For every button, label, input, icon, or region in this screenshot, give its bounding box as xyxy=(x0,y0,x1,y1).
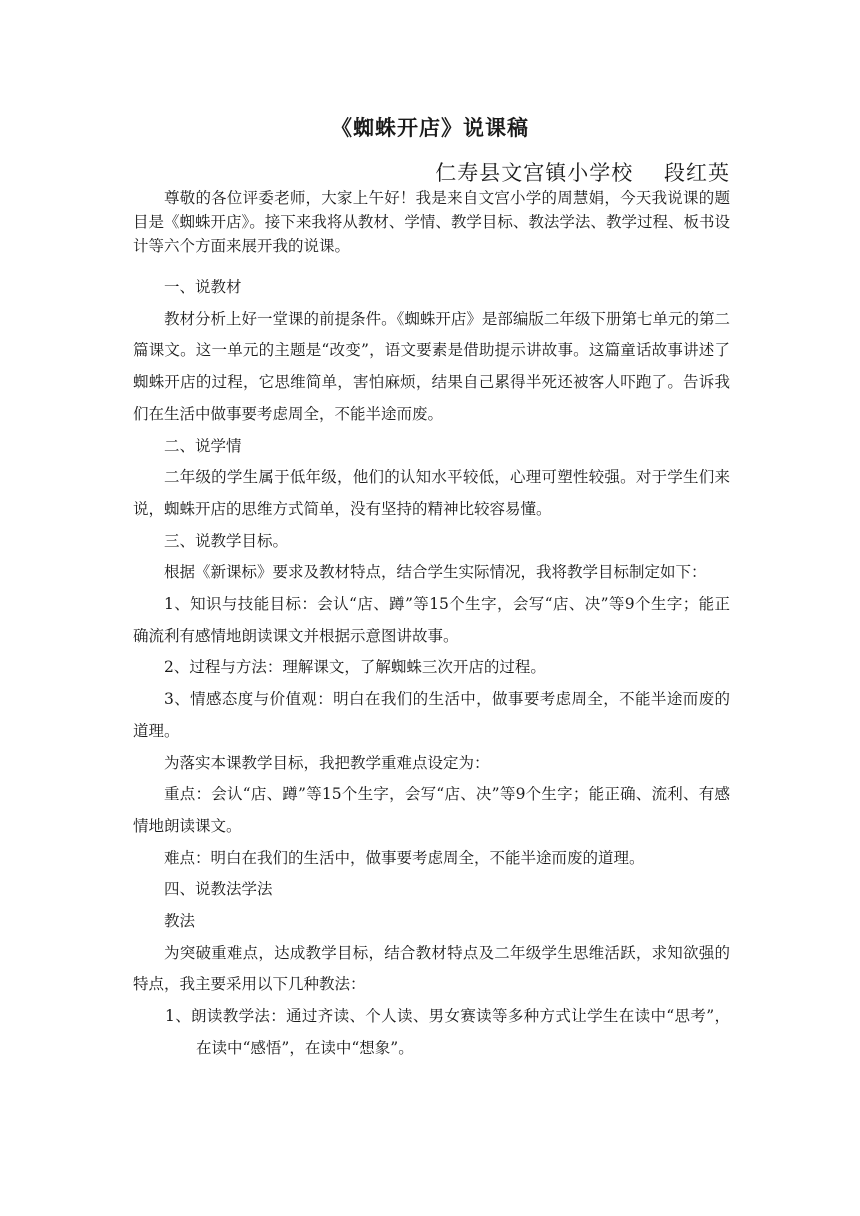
list-item-reading-method: 1、朗读教学法：通过齐读、个人读、男女赛读等多种方式让学生在读中“思考”，在读中“感悟”，在读中“想象”。 xyxy=(165,1007,730,1057)
section-heading-student-analysis: 二、说学情 xyxy=(164,436,242,455)
paragraph-difficult-points: 难点：明白在我们的生活中，做事要考虑周全，不能半途而废的道理。 xyxy=(164,848,645,867)
paragraph-goals-intro: 根据《新课标》要求及教材特点，结合学生实际情况，我将教学目标制定如下： xyxy=(164,563,707,582)
paragraph-teaching-material: 教材分析上好一堂课的前提条件。《蜘蛛开店》是部编版二年级下册第七单元的第二篇课文。这一单元的主题是“改变”，语文要素是借助提示讲故事。这篇童话故事讲述了蜘蛛开店的过程，它思维简单，害怕麻烦，结果自己累得半死还被客人吓跑了。告诉我们在生活中做事要考虑周全，不能半途而废。 xyxy=(133,309,730,423)
paragraph-key-points: 重点：会认“店、蹲”等15个生字，会写“店、决”等9个生字；能正确、流利、有感情地朗读课文。 xyxy=(133,785,730,835)
document-body xyxy=(133,186,730,1065)
paragraph-goal-knowledge: 1、知识与技能目标：会认“店、蹲”等15个生字，会写“店、决”等9个生字；能正确流利有感情地朗读课文并根据示意图讲故事。 xyxy=(133,595,730,645)
paragraph-goal-attitude: 3、情感态度与价值观：明白在我们的生活中，做事要考虑周全，不能半途而废的道理。 xyxy=(133,690,730,740)
intro-paragraph: 尊敬的各位评委老师，大家上午好！我是来自文宫小学的周慧娟，今天我说课的题目是《蜘蛛开店》。接下来我将从教材、学情、教学目标、教法学法、教学过程、板书设计等六个方面来展开我的说课。 xyxy=(133,189,730,255)
subheading-teaching-methods: 教法 xyxy=(164,912,196,931)
section-heading-teaching-goals: 三、说教学目标。 xyxy=(164,531,289,550)
paragraph-student-analysis: 二年级的学生属于低年级，他们的认知水平较低，心理可塑性较强。对于学生们来说，蜘蛛开店的思维方式简单，没有坚持的精神比较容易懂。 xyxy=(133,468,730,518)
paragraph-focus-intro: 为落实本课教学目标，我把教学重难点设定为： xyxy=(164,753,490,772)
paragraph-methods-intro: 为突破重难点，达成教学目标，结合教材特点及二年级学生思维活跃，求知欲强的特点，我主要采用以下几种教法： xyxy=(133,943,730,994)
section-heading-methods: 四、说教法学法 xyxy=(164,880,273,899)
section-heading-teaching-material: 一、说教材 xyxy=(164,278,242,296)
page-title: 《蜘蛛开店》说课稿 xyxy=(331,116,529,140)
author-byline: 仁寿县文宫镇小学校 段红英 xyxy=(435,161,730,185)
paragraph-goal-process: 2、过程与方法：理解课文，了解蜘蛛三次开店的过程。 xyxy=(164,658,546,677)
